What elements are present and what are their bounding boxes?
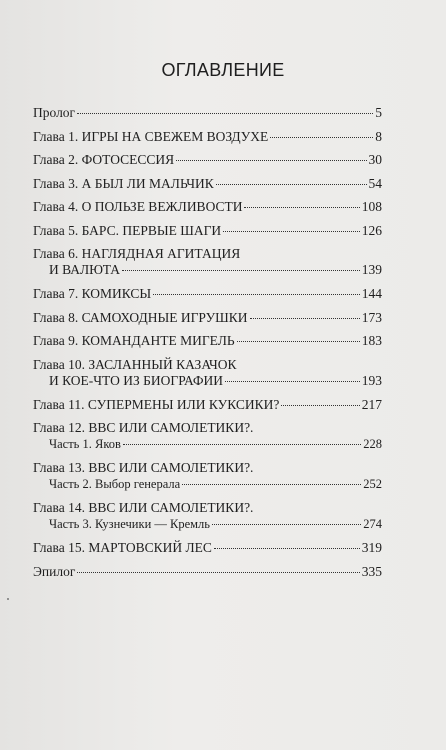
toc-entry-label-line2: Часть 1. Яков [49,437,121,451]
toc-entry-page: 183 [361,333,382,348]
toc-entry-page: 139 [361,262,382,277]
toc-entry-chapter-2 [33,152,382,176]
toc-entry-chapter-13 [33,460,382,500]
dot-leader [77,572,359,573]
toc-entry-page: 193 [361,372,382,388]
toc-entry-page: 108 [361,199,382,214]
dot-leader [123,444,361,445]
toc-entry-label: Глава 4. О ПОЛЬЗЕ ВЕЖЛИВОСТИ [33,199,243,214]
dot-leader [216,184,367,185]
toc-entry-chapter-6 [33,246,382,286]
margin-speck [7,598,9,600]
toc-entry-page: 173 [361,309,382,325]
dot-leader [122,270,360,271]
dot-leader [225,381,360,382]
dot-leader [153,294,360,295]
dot-leader [214,548,360,549]
toc-entry-label: Глава 9. КОМАНДАНТЕ МИГЕЛЬ [33,333,235,348]
toc-entry-page: 217 [361,396,382,412]
toc-entry-label: Глава 15. МАРТОВСКИЙ ЛЕС [33,540,212,555]
dot-leader [250,318,360,319]
toc-entry-page: 8 [375,128,382,144]
toc-entry-page: 126 [361,222,382,238]
toc-entry-label-line1: Глава 14. ВВС ИЛИ САМОЛЕТИКИ?. [33,500,254,515]
dot-leader [212,524,361,525]
toc-entry-label: Глава 7. КОМИКСЫ [33,286,152,301]
toc-entry-label-line2: И ВАЛЮТА [49,262,121,277]
toc-entry-label: Глава 3. А БЫЛ ЛИ МАЛЬЧИК [33,175,214,191]
toc-entry-chapter-12 [33,420,382,460]
toc-entry-page: 335 [361,563,382,579]
toc-entry-chapter-15 [33,540,382,564]
dot-leader [176,160,366,161]
toc-entry-page: 252 [363,477,382,491]
toc-entry-chapter-4 [33,199,382,223]
toc-entry-page: 319 [361,540,382,555]
toc-entry-chapter-1 [33,129,382,153]
toc-entry-label-line1: Глава 13. ВВС ИЛИ САМОЛЕТИКИ?. [33,460,254,475]
toc-entry-label-line1: Глава 10. ЗАСЛАННЫЙ КАЗАЧОК [33,356,237,372]
toc-entry-label-line2: Часть 3. Кузнечики — Кремль [49,517,210,531]
page-title: ОГЛАВЛЕНИЕ [161,60,285,80]
toc-entry-label: Пролог [33,105,76,120]
dot-leader [237,341,360,342]
toc-entry-chapter-9 [33,333,382,357]
toc-entry-chapter-10 [33,357,382,397]
toc-entry-label: Эпилог [33,563,76,579]
toc-entry-label-line2: И КОЕ-ЧТО ИЗ БИОГРАФИИ [49,372,224,388]
table-of-contents [33,105,382,587]
toc-entry-label-line1: Глава 6. НАГЛЯДНАЯ АГИТАЦИЯ [33,246,241,261]
dot-leader [182,484,361,485]
toc-entry-page: 274 [363,517,382,531]
dot-leader [77,113,373,114]
toc-entry-page: 228 [363,437,382,451]
toc-entry-page: 144 [361,286,382,301]
toc-entry-label-line1: Глава 12. ВВС ИЛИ САМОЛЕТИКИ?. [33,420,254,435]
toc-entry-label: Глава 2. ФОТОСЕССИЯ [33,152,175,167]
dot-leader [223,231,360,232]
toc-entry-page: 30 [368,152,382,167]
toc-entry-chapter-8 [33,310,382,334]
toc-entry-label: Глава 8. САМОХОДНЫЕ ИГРУШКИ [33,309,248,325]
toc-entry-label: Глава 1. ИГРЫ НА СВЕЖЕМ ВОЗДУХЕ [33,128,269,144]
toc-entry-chapter-5 [33,223,382,247]
toc-entry-label-line2: Часть 2. Выбор генерала [49,477,181,491]
toc-entry-label: Глава 11. СУПЕРМЕНЫ ИЛИ КУКСИКИ? [33,396,280,412]
toc-entry-page: 54 [368,175,382,191]
dot-leader [281,405,359,406]
toc-entry-chapter-7 [33,286,382,310]
toc-entry-label: Глава 5. БАРС. ПЕРВЫЕ ШАГИ [33,222,222,238]
toc-entry-chapter-11 [33,397,382,421]
toc-entry-chapter-3 [33,176,382,200]
toc-entry-page: 5 [375,105,382,120]
dot-leader [270,137,373,138]
toc-entry-chapter-14 [33,500,382,540]
toc-entry-epilogue [33,564,382,588]
dot-leader [244,207,359,208]
toc-entry-prologue [33,105,382,129]
